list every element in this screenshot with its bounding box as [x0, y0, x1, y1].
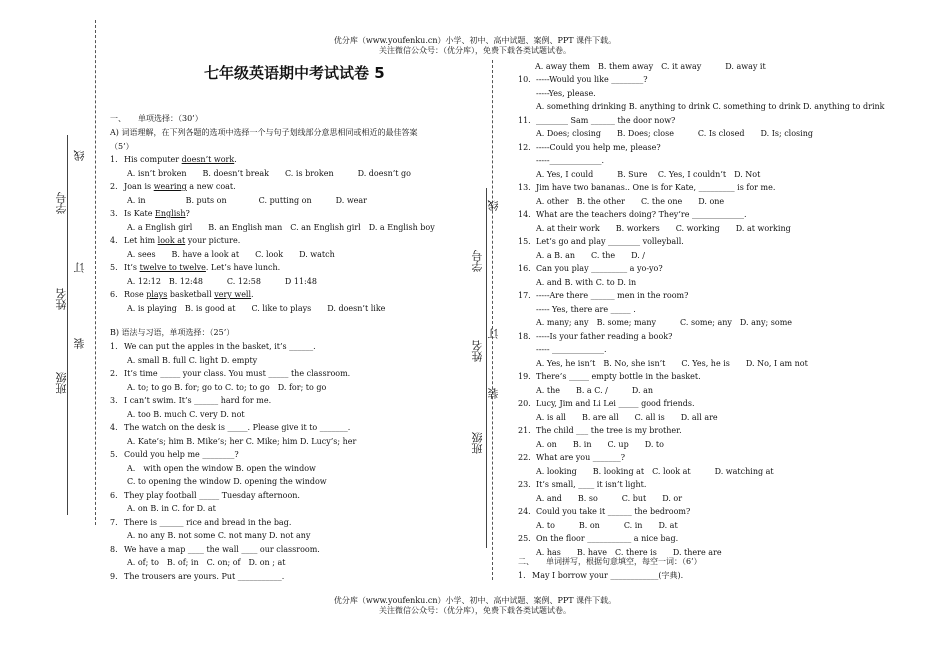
question-line [110, 491, 356, 505]
answer-options: A. Kate’s; him B. Mike’s; her C. Mike; him D. Lucy’s; her [127, 436, 357, 446]
label-xingming-mid: 姓名 [471, 340, 484, 362]
question-number: 24. [518, 507, 531, 516]
header-line-1: 优分库（www.youfenku.cn）小学、初中、高中试题、案例、PPT 课件下载。 [333, 36, 617, 45]
question-text: Let’s go and play ________ volleyball. [536, 237, 684, 246]
binding-line-left [95, 20, 96, 525]
answer-options: A. something drinking B. anything to drink C. something to drink D. anything to drink [536, 102, 885, 111]
question-text: It’s [124, 263, 140, 272]
question-text: We can put the apples in the basket, it’s ______. [124, 342, 316, 351]
question-text: basketball [167, 290, 215, 299]
underlined-phrase: very well [214, 290, 252, 299]
answer-options: A. and B. so C. but D. or [536, 493, 683, 503]
question-text: The child ___ the tree is my brother. [536, 426, 682, 435]
question-line [518, 116, 885, 130]
question-number: 16. [518, 264, 531, 273]
answer-options: A. on B. in C. for D. at [127, 504, 216, 513]
header-line-2: 关注微信公众号：（优分库），免费下载各类试题试卷。 [379, 46, 571, 55]
question-number: 14. [518, 210, 531, 219]
label-xian-mid: 线 [487, 200, 500, 211]
question-text: May I borrow your ____________(字典). [532, 571, 684, 580]
question-line [110, 182, 435, 196]
question-text: The trousers are yours. Put ___________. [124, 571, 285, 581]
question-line [518, 453, 885, 467]
question-text: I can’t swim. It’s ______ hard for me. [124, 396, 272, 405]
question-number: 22. [518, 453, 531, 462]
partA-intro-2: （5’） [110, 142, 134, 151]
question-number: 11. [518, 115, 531, 125]
binding-field-line-mid [486, 188, 487, 548]
question-number: 5. [110, 263, 118, 272]
footer-line-1: 优分库（www.youfenku.cn）小学、初中、高中试题、案例、PPT 课件下载。 [333, 596, 617, 605]
answer-options: A. with open the window B. open the window [127, 463, 316, 473]
answer-options: A. many; any B. some; many C. some; any D. any; some [536, 318, 793, 327]
question-text: Could you help me ________? [124, 450, 239, 459]
question-text: ? [185, 209, 190, 218]
answer-options: A. 12:12 B. 12:48 C. 12:58 D 11:48 [127, 276, 317, 286]
answer-options: A. is all B. are all C. all is D. all are [536, 412, 718, 422]
question-number: 8. [110, 544, 118, 554]
answer-options: A. isn’t broken B. doesn’t break C. is broken D. doesn’t go [127, 168, 411, 178]
answer-options: A. Does; closing B. Does; close C. Is closed D. Is; closing [536, 129, 813, 138]
underlined-phrase: doesn’t work [181, 155, 235, 164]
question-line [518, 507, 885, 521]
binding-line-mid [492, 60, 493, 580]
question-text: . [251, 290, 254, 299]
page-title: 七年级英语期中考试试卷 5 [204, 64, 385, 82]
question-line [518, 291, 885, 305]
answer-options: A. of; to B. of; in C. on; of D. on ; at [127, 558, 286, 567]
question-text: Can you play _________ a yo-yo? [536, 264, 663, 273]
dialogue-reply: -----_____________. [536, 156, 605, 165]
question-text: On the floor ___________ a nice bag. [536, 534, 679, 543]
question-line [518, 264, 885, 278]
answer-options: A. looking B. looking at C. look at D. watching at [536, 466, 774, 476]
question-number: 3. [110, 396, 118, 405]
partA-questions [110, 155, 435, 317]
answer-options: A. to B. on C. in D. at [536, 520, 678, 530]
answer-options: A. a B. an C. the D. / [536, 250, 645, 260]
question-line [518, 534, 885, 548]
question-number: 2. [110, 182, 118, 191]
question-number: 4. [110, 423, 118, 432]
question-text: There’s _____ empty bottle in the basket. [536, 372, 701, 381]
question-number: 20. [518, 399, 531, 408]
partB-questions [110, 342, 356, 585]
question-line [518, 372, 885, 386]
question-line [518, 480, 885, 494]
question-text: Could you take it ______ the bedroom? [536, 507, 691, 516]
label-ding-left: 订 [73, 262, 86, 273]
answer-options: A. small B. full C. light D. empty [127, 355, 258, 365]
question-number: 9. [110, 571, 118, 581]
question-number: 4. [110, 236, 118, 245]
footer-line-2: 关注微信公众号：（优分库），免费下载各类试题试卷。 [379, 606, 571, 615]
question-line [518, 183, 885, 197]
answer-options: A. on B. in C. up D. to [536, 439, 664, 449]
section2-q1 [518, 571, 683, 581]
answer-options: A. has B. have C. there is D. there are [536, 547, 722, 557]
question-text: The watch on the desk is _____. Please give it to _______. [124, 423, 351, 432]
question-number: 13. [518, 183, 531, 192]
question-number: 25. [518, 534, 531, 543]
question-number: 3. [110, 209, 118, 218]
question-number: 7. [110, 517, 118, 527]
underlined-phrase: English [155, 209, 186, 218]
partA-intro-1: A) 词语理解，在下列各题的选项中选择一个与句子划线部分意思相同或相近的最佳答案 [110, 128, 418, 137]
question-number: 5. [110, 450, 118, 459]
question-number: 18. [518, 331, 531, 341]
answer-options: C. to opening the window D. opening the window [127, 477, 327, 486]
answer-options: A. Yes, he isn’t B. No, she isn’t C. Yes, he is D. No, I am not [536, 358, 808, 368]
question-text: Joan is [124, 182, 154, 191]
underlined-phrase: twelve to twelve [139, 263, 206, 272]
question-line [518, 75, 885, 89]
question-line [518, 426, 885, 440]
answer-options: A. the B. a C. / D. an [536, 385, 653, 395]
question-text: -----Are there ______ men in the room? [536, 291, 689, 300]
answer-options: A. no any B. not some C. not many D. not any [127, 531, 311, 540]
dialogue-reply: ----- Yes, there are _____ . [536, 304, 636, 314]
label-banji-mid: 班级 [471, 432, 484, 454]
question-text: His computer [124, 155, 182, 164]
question-line [110, 155, 435, 169]
question-text: -----Would you like ________? [536, 75, 648, 84]
question-text: ________ Sam ______ the door now? [536, 115, 676, 125]
question-number: 23. [518, 480, 531, 489]
question-text: What are you _______? [536, 453, 626, 462]
label-xian-left: 线 [73, 150, 86, 161]
question-text: They play football _____ Tuesday afternoon. [124, 490, 300, 500]
answer-options: A. other B. the other C. the one D. one [536, 196, 725, 206]
question-line [110, 572, 356, 586]
question-number: 19. [518, 372, 531, 381]
underlined-phrase: look at [157, 236, 186, 245]
question-line [518, 143, 885, 157]
question-line [110, 209, 435, 223]
question-text: It’s small, ____ it isn’t light. [536, 480, 647, 489]
underlined-phrase: wearing [153, 182, 187, 191]
question-number: 17. [518, 291, 531, 300]
underlined-phrase: plays [146, 290, 168, 299]
answer-options: A. at their work B. workers C. working D. at working [536, 223, 791, 233]
question-text: Jim have two bananas.. One is for Kate, _________ is for me. [536, 183, 776, 192]
question-number: 10. [518, 75, 531, 84]
label-ding-mid: 订 [487, 328, 500, 339]
question-line [518, 332, 885, 346]
answer-options: A. is playing B. is good at C. like to plays D. doesn’t like [127, 303, 386, 313]
question-text: -----Is your father reading a book? [536, 331, 673, 341]
question-number: 1. [110, 155, 118, 164]
label-xingming-left: 姓名 [55, 288, 68, 310]
question-text: What are the teachers doing? They’re _____________. [536, 210, 747, 219]
question-number: 1. [110, 342, 118, 351]
answer-options: A. to; to go B. for; go to C. to; to go D. for; to go [127, 382, 327, 392]
question-line [110, 263, 435, 277]
answer-options: A. in B. puts on C. putting on D. wear [127, 195, 368, 205]
question-line [110, 342, 356, 356]
question-text: Rose [124, 290, 147, 299]
right-top-options: A. away them B. them away C. it away D. away it [535, 62, 766, 71]
question-number: 2. [110, 369, 118, 378]
question-number: 15. [518, 237, 531, 246]
question-text: a new coat. [186, 182, 236, 191]
answer-options: A. a English girl B. an English man C. an English girl D. a English boy [127, 222, 435, 232]
label-xuehao-left: 学号 [55, 192, 68, 214]
question-line [110, 450, 356, 464]
section2-heading: 二、 单词拼写，根据句意填空，每空一词：（6’） [518, 557, 702, 566]
question-line [110, 396, 356, 410]
label-zhuang-left: 装 [73, 338, 86, 349]
answer-options: A. too B. much C. very D. not [127, 409, 245, 419]
question-text: your picture. [185, 236, 241, 245]
question-text: . [234, 155, 237, 164]
question-line [110, 290, 435, 304]
question-line [110, 236, 435, 250]
section1-heading: 一、 单项选择：（30’） [110, 114, 203, 123]
question-line [518, 399, 885, 413]
question-number: 6. [110, 490, 118, 500]
question-text: There is ______ rice and bread in the bag. [124, 517, 292, 527]
question-number: 12. [518, 142, 531, 152]
question-text: We have a map ____ the wall ____ our classroom. [124, 544, 320, 554]
question-line [110, 423, 356, 437]
question-line [110, 369, 356, 383]
answer-options: A. sees B. have a look at C. look D. watch [127, 249, 335, 259]
dialogue-reply: ----- _____________. [536, 345, 607, 354]
question-text: Let him [124, 236, 158, 245]
answer-options: A. Yes, I could B. Sure C. Yes, I couldn’t D. Not [536, 169, 761, 179]
question-line [110, 518, 356, 532]
right-questions [518, 75, 885, 561]
question-text: It’s time _____ your class. You must _____ the classroom. [124, 369, 351, 378]
question-text: Lucy, Jim and Li Lei _____ good friends. [536, 399, 695, 408]
question-line [518, 210, 885, 224]
partB-intro: B) 语法与习语，单项选择：（25’） [110, 328, 235, 337]
question-number: 21. [518, 426, 531, 435]
question-line [518, 237, 885, 251]
label-zhuang-mid: 装 [487, 388, 500, 399]
question-number: 1. [518, 571, 526, 580]
answer-options: A. and B. with C. to D. in [536, 277, 637, 287]
label-banji-left: 班级 [55, 372, 68, 394]
question-line [110, 545, 356, 559]
label-xuehao-mid: 学号 [471, 250, 484, 272]
question-text: . Let’s have lunch. [205, 263, 281, 272]
question-text: Is Kate [124, 209, 156, 218]
dialogue-reply: -----Yes, please. [536, 88, 596, 98]
question-text: -----Could you help me, please? [536, 142, 661, 152]
question-number: 6. [110, 290, 118, 299]
